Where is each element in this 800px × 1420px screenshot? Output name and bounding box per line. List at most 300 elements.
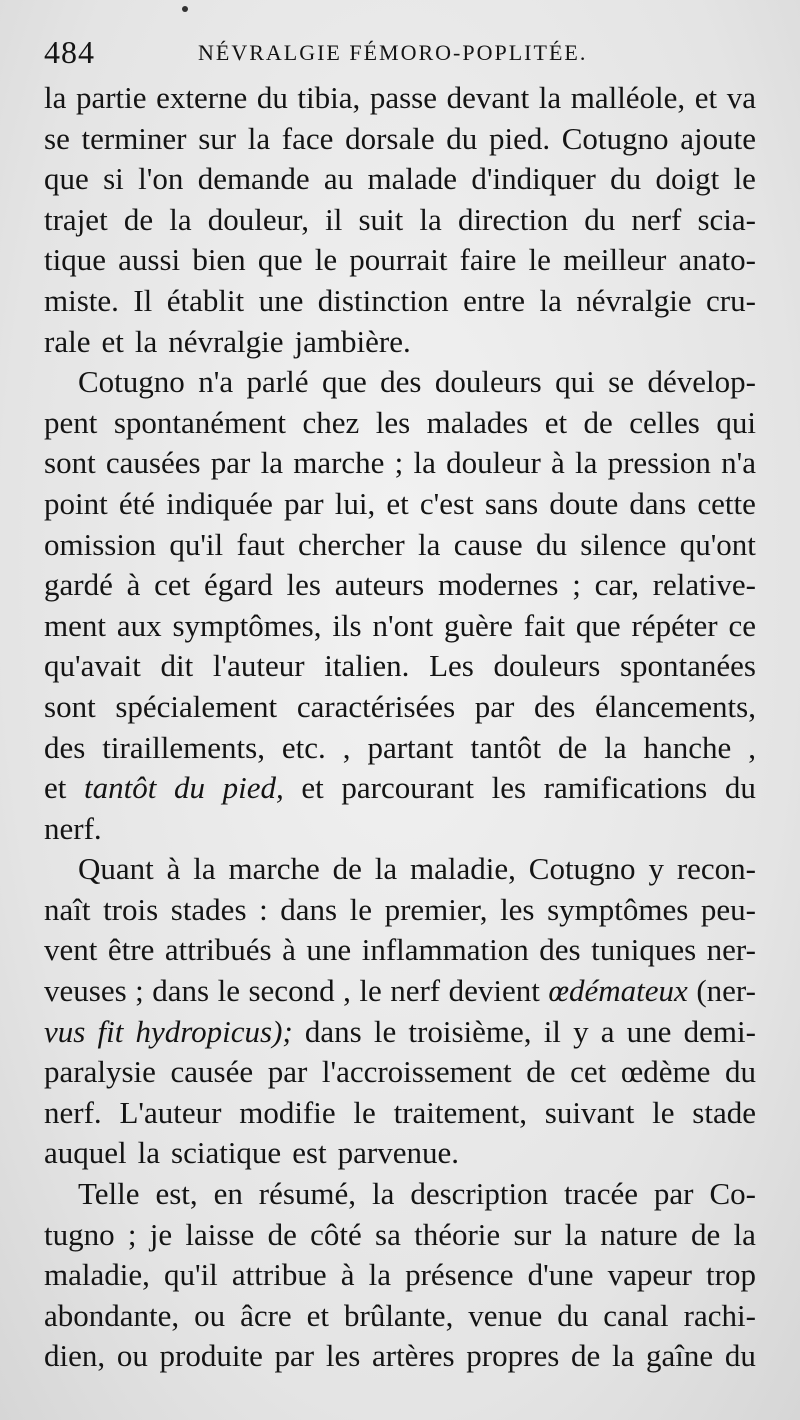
word: présence — [405, 1257, 514, 1293]
word: et — [301, 770, 324, 806]
word: n'a — [721, 445, 756, 481]
word: la — [539, 282, 562, 318]
word: du — [557, 1297, 589, 1333]
text-line — [44, 281, 756, 322]
word: n'a — [198, 364, 234, 400]
text-line — [44, 1012, 756, 1053]
word: pent — [44, 404, 98, 440]
word: la — [374, 851, 398, 887]
ink-speck — [182, 6, 188, 12]
word: de — [123, 201, 154, 237]
text-line — [44, 1296, 756, 1337]
word: sont — [44, 688, 96, 724]
word: de — [570, 1338, 601, 1374]
word: la — [564, 1216, 587, 1252]
word: dévelop- — [647, 364, 756, 400]
word: malade — [367, 161, 458, 197]
word: causées — [105, 445, 201, 481]
word: sur — [513, 1216, 552, 1252]
word: rachi- — [683, 1297, 756, 1333]
word: parcourant — [341, 770, 474, 806]
word: qu'il — [169, 526, 224, 562]
word: marche — [228, 851, 320, 887]
text-line — [44, 1255, 756, 1296]
word: causée — [170, 1054, 254, 1090]
word: c'est — [419, 485, 474, 521]
word: les — [375, 404, 411, 440]
word: attribue — [231, 1257, 327, 1293]
word: d'indiquer — [471, 161, 596, 197]
word: gardé — [44, 567, 113, 603]
word: attribués — [164, 932, 272, 968]
word: la — [368, 1257, 391, 1293]
text-line — [44, 1215, 756, 1256]
text-line — [44, 200, 756, 241]
word: tracée — [564, 1176, 638, 1212]
word: doute — [549, 485, 619, 521]
word: la — [733, 1216, 756, 1252]
word: nature — [600, 1216, 678, 1252]
word: symptômes — [547, 891, 689, 927]
page-number: 484 — [44, 34, 95, 70]
word: peu- — [700, 891, 756, 927]
word: trop — [706, 1257, 756, 1293]
word: que — [321, 364, 367, 400]
word: la — [134, 323, 158, 359]
text-line — [44, 687, 756, 728]
word: auteurs — [334, 567, 425, 603]
word: qu'il — [163, 1257, 218, 1293]
word: théorie — [414, 1216, 501, 1252]
word: Telle — [78, 1176, 140, 1212]
word: la — [137, 1135, 161, 1171]
word: côté — [310, 1216, 362, 1252]
word: y — [573, 1013, 589, 1049]
word: trajet — [44, 201, 108, 237]
word: névralgie — [168, 323, 284, 359]
word: L'auteur — [119, 1094, 222, 1130]
word: et — [44, 770, 67, 806]
word: à — [166, 851, 181, 887]
word: par — [653, 1176, 694, 1212]
word: ils — [332, 607, 362, 643]
word: parlé — [246, 364, 309, 400]
word: ; — [394, 445, 404, 481]
word: par — [474, 688, 515, 724]
word: parvenue. — [337, 1135, 459, 1171]
word: ajoute — [680, 120, 756, 156]
word: qu'ont — [679, 526, 756, 562]
word: le — [353, 1094, 376, 1130]
word: que — [44, 161, 89, 197]
word: bien — [192, 242, 246, 278]
word: pied, — [222, 770, 284, 806]
word: et — [694, 80, 718, 115]
word: une — [258, 282, 304, 318]
word: qui — [555, 364, 595, 400]
word: cette — [697, 485, 756, 521]
word: meilleur — [563, 242, 667, 278]
word: chercher — [298, 526, 405, 562]
word: une — [306, 932, 352, 968]
word: œdème — [620, 1054, 711, 1090]
word: Quant — [78, 851, 154, 887]
word: produite — [159, 1338, 263, 1374]
word: la — [611, 1338, 635, 1374]
word: suivant — [544, 1094, 635, 1130]
page-header — [44, 30, 764, 80]
word: nerf. — [44, 810, 102, 846]
word: sur — [198, 120, 237, 156]
word: rale — [44, 323, 91, 359]
text-line — [44, 849, 756, 890]
word: ner- — [706, 932, 756, 968]
word: que — [257, 242, 303, 278]
word: direction — [457, 201, 569, 237]
word: fait — [523, 607, 566, 643]
word: résumé, — [258, 1176, 357, 1212]
word: ; — [127, 1216, 137, 1252]
word: Il — [133, 282, 153, 318]
word: devant — [446, 80, 530, 115]
word: recon- — [676, 851, 756, 887]
word: à — [551, 445, 565, 481]
word: ou — [116, 1338, 148, 1374]
word: point — [44, 485, 108, 521]
word: : — [259, 891, 268, 927]
word: vus — [44, 1013, 86, 1049]
word: à — [282, 932, 296, 968]
word: demande — [197, 161, 310, 197]
word: le — [652, 1094, 675, 1130]
word: dans — [280, 891, 338, 927]
word: dit — [160, 648, 194, 684]
word: aussi — [118, 242, 181, 278]
word: marche — [293, 445, 385, 481]
word: demi- — [683, 1013, 756, 1049]
text-line — [44, 565, 756, 606]
word: les — [500, 891, 535, 927]
word: venue — [468, 1297, 543, 1333]
word: tuniques — [591, 932, 697, 968]
word: qu'avait — [44, 648, 141, 684]
word: de — [558, 729, 588, 765]
word: la — [574, 445, 598, 481]
text-line — [44, 362, 756, 403]
word: nerf. — [44, 1094, 102, 1130]
word: du — [174, 770, 205, 806]
word: cet — [570, 1054, 607, 1090]
word: égard — [203, 567, 273, 603]
text-line — [44, 646, 756, 687]
running-title: NÉVRALGIE FÉMORO-POPLITÉE. — [198, 40, 588, 65]
word: tantôt — [470, 729, 542, 765]
word: aux — [116, 607, 162, 643]
text-line — [44, 890, 756, 931]
word: la — [419, 201, 442, 237]
word: anato- — [678, 242, 756, 278]
word: terminer — [81, 120, 187, 156]
word: ; — [572, 567, 581, 603]
word: externe — [156, 80, 248, 115]
word: pied. — [488, 120, 551, 156]
word: auquel — [44, 1135, 127, 1171]
text-line — [44, 443, 756, 484]
word: partant — [367, 729, 454, 765]
word: indiquée — [166, 485, 273, 521]
word: sa — [375, 1216, 401, 1252]
word: nerf — [631, 201, 682, 237]
word: le — [217, 973, 240, 1009]
text-line — [44, 768, 756, 809]
word: douleur, — [207, 201, 309, 237]
word: va — [726, 80, 756, 115]
word: par — [284, 485, 324, 521]
word: brûlante, — [344, 1297, 454, 1333]
word: à — [126, 567, 141, 603]
word: caractérisées — [296, 688, 456, 724]
text-line — [44, 930, 756, 971]
word: dorsale — [345, 120, 435, 156]
word: celles — [629, 404, 700, 440]
word: dans — [629, 485, 687, 521]
word: le — [733, 161, 756, 197]
word: de — [332, 851, 362, 887]
word: fit — [97, 1013, 124, 1049]
word: spontanément — [113, 404, 287, 440]
word: silence — [580, 526, 667, 562]
word: cet — [154, 567, 191, 603]
word: la — [604, 729, 627, 765]
word: sont — [44, 445, 96, 481]
word: du — [724, 770, 756, 806]
word: cru- — [706, 282, 756, 318]
word: maladie, — [410, 851, 516, 887]
word: tugno — [44, 1216, 115, 1252]
word: douleurs — [493, 648, 601, 684]
word: tique — [44, 242, 106, 278]
word: en — [213, 1176, 243, 1212]
word: face — [281, 120, 334, 156]
word: et — [306, 1297, 330, 1333]
text-line — [44, 403, 756, 444]
word: nerf — [390, 973, 441, 1009]
word: a — [600, 1013, 615, 1049]
word: œdémateux — [548, 973, 688, 1009]
word: la — [169, 201, 192, 237]
word: ou — [194, 1297, 226, 1333]
text-line — [44, 159, 756, 200]
word: il — [325, 201, 343, 237]
word: italien. — [324, 648, 410, 684]
word: et — [101, 323, 124, 359]
word: du — [446, 120, 478, 156]
word: est, — [155, 1176, 198, 1212]
word: spécialement — [115, 688, 278, 724]
word: qui — [716, 404, 756, 440]
word: faire — [459, 242, 517, 278]
text-line — [44, 1174, 756, 1215]
word: hanche — [643, 729, 732, 765]
word: la — [247, 120, 271, 156]
word: le — [349, 891, 373, 927]
word: guère — [444, 607, 513, 643]
word: artères — [371, 1338, 455, 1374]
word: douleurs — [434, 364, 542, 400]
word: tantôt — [84, 770, 157, 806]
word: de — [583, 404, 613, 440]
word: malades — [426, 404, 529, 440]
word: se — [608, 364, 634, 400]
word: l'accroissement — [321, 1054, 512, 1090]
word: distinction — [317, 282, 449, 318]
word: vapeur — [607, 1257, 692, 1293]
word: miste. — [44, 282, 119, 318]
word: du — [724, 1338, 756, 1374]
word: de — [267, 1216, 297, 1252]
word: Cotugno — [561, 120, 669, 156]
word: pourrait — [349, 242, 448, 278]
word: répéter — [631, 607, 718, 643]
word: par — [267, 1054, 308, 1090]
word: être — [107, 932, 155, 968]
word: relative- — [652, 567, 756, 603]
text-line — [44, 484, 756, 525]
text-line — [44, 525, 756, 566]
word: dans — [152, 973, 210, 1009]
word: car, — [594, 567, 639, 603]
word: du — [584, 201, 616, 237]
word: devient — [448, 973, 540, 1009]
word: doigt — [655, 161, 720, 197]
word: gaîne — [646, 1338, 714, 1374]
word: description — [410, 1176, 549, 1212]
word: ce — [728, 607, 756, 643]
word: la — [44, 80, 67, 115]
text-line — [44, 78, 756, 119]
word: second — [248, 973, 335, 1009]
word: inflammation — [361, 932, 529, 968]
word: paralysie — [44, 1054, 156, 1090]
word: etc. — [281, 729, 326, 765]
word: , — [342, 729, 351, 765]
word: passe — [369, 80, 437, 115]
word: et — [386, 485, 409, 521]
word: par — [274, 1338, 315, 1374]
body-text — [44, 78, 756, 1377]
word: à — [340, 1257, 355, 1293]
text-line — [44, 1336, 756, 1377]
word: une — [626, 1013, 672, 1049]
word: ; — [135, 973, 144, 1009]
word: par — [210, 445, 251, 481]
word: de — [526, 1054, 556, 1090]
word: si — [103, 161, 124, 197]
text-line — [44, 322, 756, 363]
text-line — [44, 728, 756, 769]
word: canal — [603, 1297, 669, 1333]
text-line — [44, 809, 756, 850]
word: abondante, — [44, 1297, 180, 1333]
text-line — [44, 119, 756, 160]
word: malléole, — [570, 80, 686, 115]
word: les — [325, 1338, 361, 1374]
word: du — [256, 80, 288, 115]
word: le — [359, 973, 382, 1009]
word: élancements, — [595, 688, 756, 724]
word: Les — [429, 648, 474, 684]
word: est — [292, 1135, 327, 1171]
word: les — [286, 567, 321, 603]
text-line — [44, 1093, 756, 1134]
word: , — [748, 729, 756, 765]
word: (ner- — [696, 973, 756, 1009]
word: premier, — [384, 891, 488, 927]
word: l'auteur — [212, 648, 305, 684]
text-line — [44, 971, 756, 1012]
word: il — [543, 1013, 561, 1049]
word: stades — [170, 891, 247, 927]
word: des — [380, 364, 422, 400]
word: maladie, — [44, 1257, 150, 1293]
word: troisième, — [408, 1013, 532, 1049]
word: je — [149, 1216, 173, 1252]
word: y — [648, 851, 664, 887]
word: modernes — [437, 567, 559, 603]
word: omission — [44, 526, 156, 562]
word: Co- — [709, 1176, 756, 1212]
word: traitement, — [393, 1094, 527, 1130]
word: dans — [304, 1013, 362, 1049]
text-line — [44, 606, 756, 647]
word: sciatique — [171, 1135, 282, 1171]
word: et — [544, 404, 568, 440]
word: les — [491, 770, 527, 806]
word: ment — [44, 607, 106, 643]
word: cause — [453, 526, 523, 562]
word: veuses — [44, 973, 127, 1009]
text-line — [44, 240, 756, 281]
word: des — [534, 688, 576, 724]
word: des — [44, 729, 86, 765]
word: entre — [463, 282, 526, 318]
word: l'on — [138, 161, 184, 197]
word: la — [193, 851, 216, 887]
word: névralgie — [576, 282, 692, 318]
word: suit — [358, 201, 404, 237]
word: douleur — [446, 445, 541, 481]
word: hydropicus); — [135, 1013, 293, 1049]
word: trois — [103, 891, 159, 927]
word: la — [413, 445, 436, 481]
word: ramifications — [543, 770, 708, 806]
word: spontanées — [619, 648, 756, 684]
word: la — [372, 1176, 395, 1212]
word: de — [690, 1216, 721, 1252]
word: , — [343, 973, 351, 1009]
word: la — [538, 80, 562, 115]
word: propres — [466, 1338, 560, 1374]
word: Cotugno — [528, 851, 636, 887]
word: du — [610, 161, 642, 197]
word: n'ont — [372, 607, 434, 643]
word: le — [528, 242, 551, 278]
word: que — [575, 607, 621, 643]
word: établit — [166, 282, 245, 318]
word: des — [539, 932, 581, 968]
word: laisse — [185, 1216, 255, 1252]
word: symptômes, — [172, 607, 322, 643]
